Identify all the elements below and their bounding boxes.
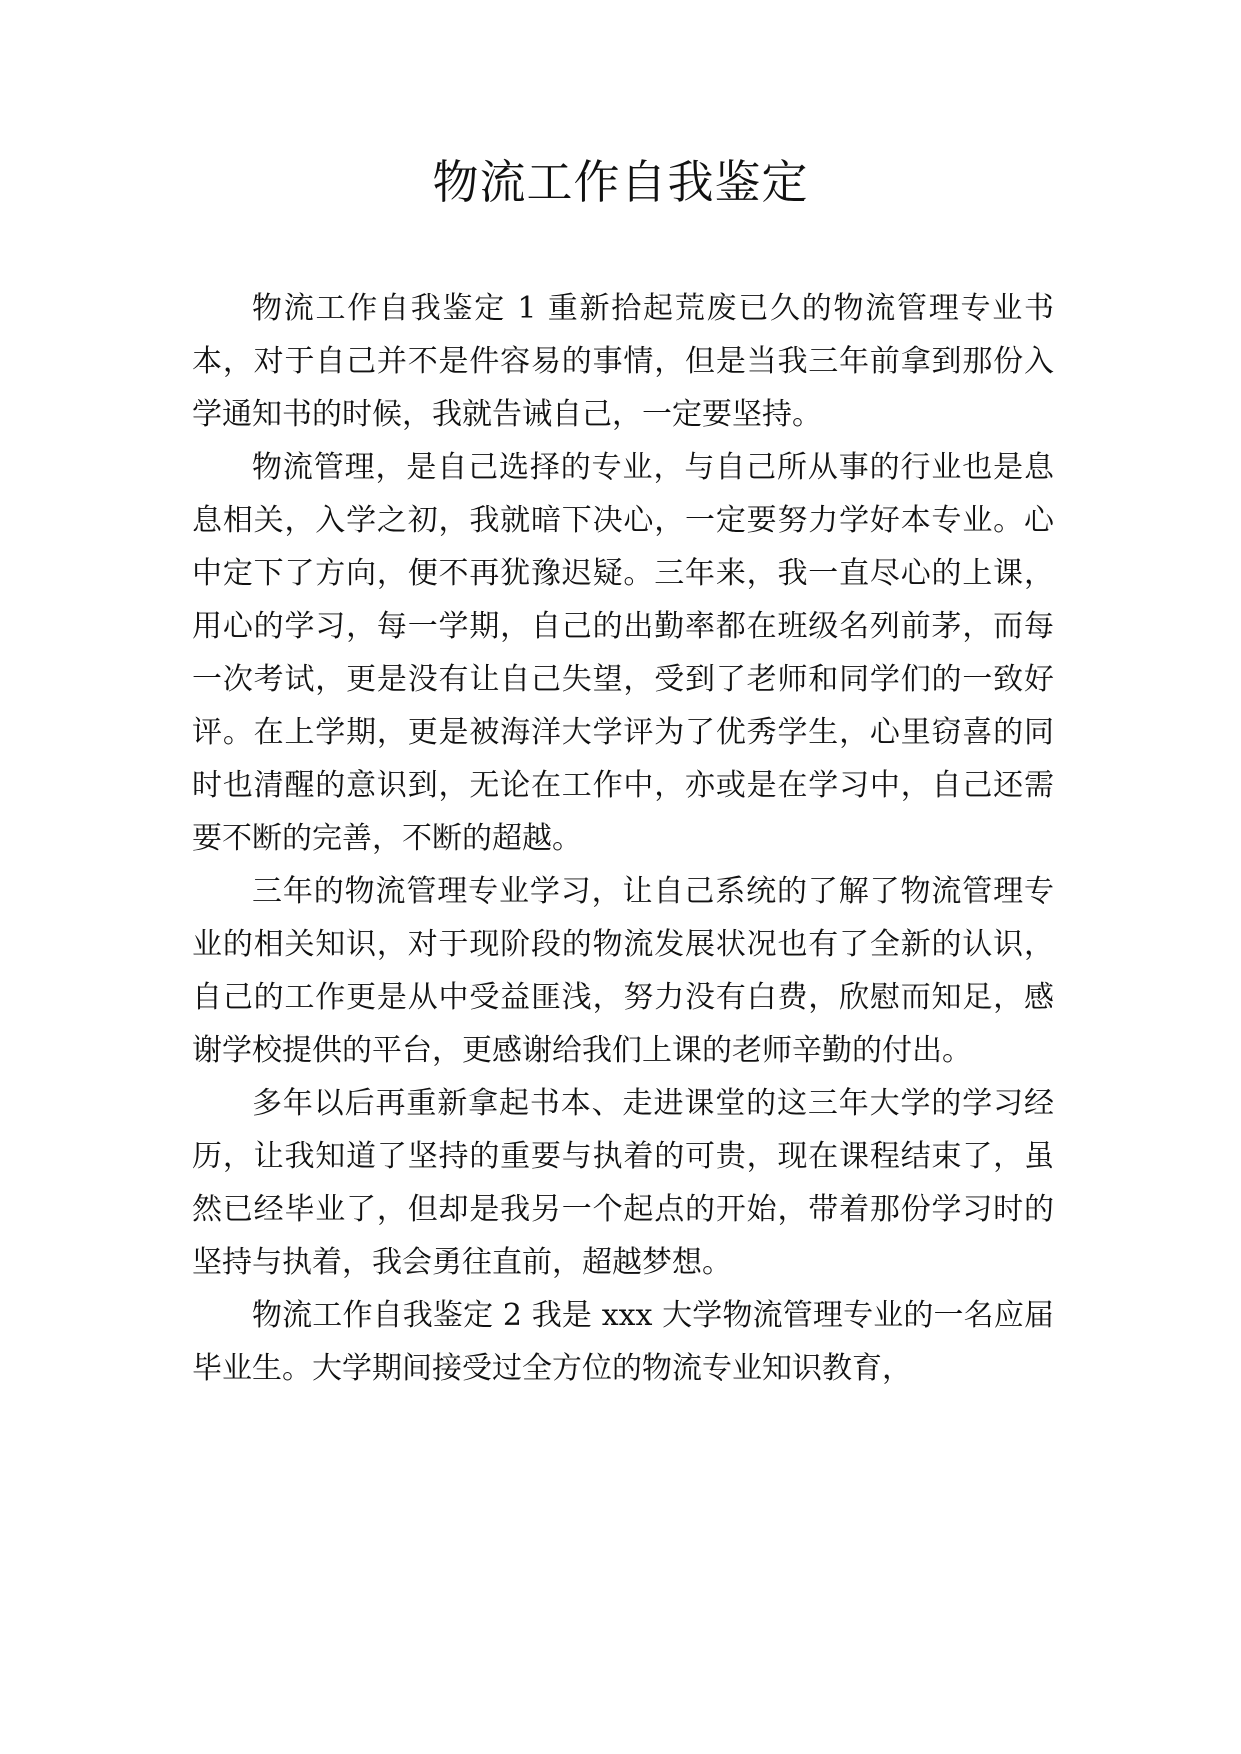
paragraph-5: 物流工作自我鉴定 2 我是 xxx 大学物流管理专业的一名应届毕业生。大学期间接受过全方位的物流专业知识教育，	[192, 1298, 1054, 1386]
document-body	[192, 282, 1054, 1395]
document-title: 物流工作自我鉴定	[432, 155, 809, 209]
paragraph-1: 物流工作自我鉴定 1 重新拾起荒废已久的物流管理专业书本，对于自己并不是件容易的事情，但是当我三年前拿到那份入学通知书的时候，我就告诫自己，一定要坚持。	[192, 291, 1054, 432]
paragraph-2: 物流管理，是自己选择的专业，与自己所从事的行业也是息息相关，入学之初，我就暗下决心，一定要努力学好本专业。心中定下了方向，便不再犹豫迟疑。三年来，我一直尽心的上课，用心的学习，每一学期，自己的出勤率都在班级名列前茅，而每一次考试，更是没有让自己失望，受到了老师和同学们的一致好评。在上学期，更是被海洋大学评为了优秀学生，心里窃喜的同时也清醒的意识到，无论在工作中，亦或是在学习中，自己还需要不断的完善，不断的超越。	[192, 450, 1054, 856]
paragraph-3: 三年的物流管理专业学习，让自己系统的了解了物流管理专业的相关知识，对于现阶段的物流发展状况也有了全新的认识，自己的工作更是从中受益匪浅，努力没有白费，欣慰而知足，感谢学校提供的平台，更感谢给我们上课的老师辛勤的付出。	[192, 874, 1054, 1068]
paragraph-4: 多年以后再重新拿起书本、走进课堂的这三年大学的学习经历，让我知道了坚持的重要与执着的可贵，现在课程结束了，虽然已经毕业了，但却是我另一个起点的开始，带着那份学习时的坚持与执着，我会勇往直前，超越梦想。	[192, 1086, 1054, 1280]
